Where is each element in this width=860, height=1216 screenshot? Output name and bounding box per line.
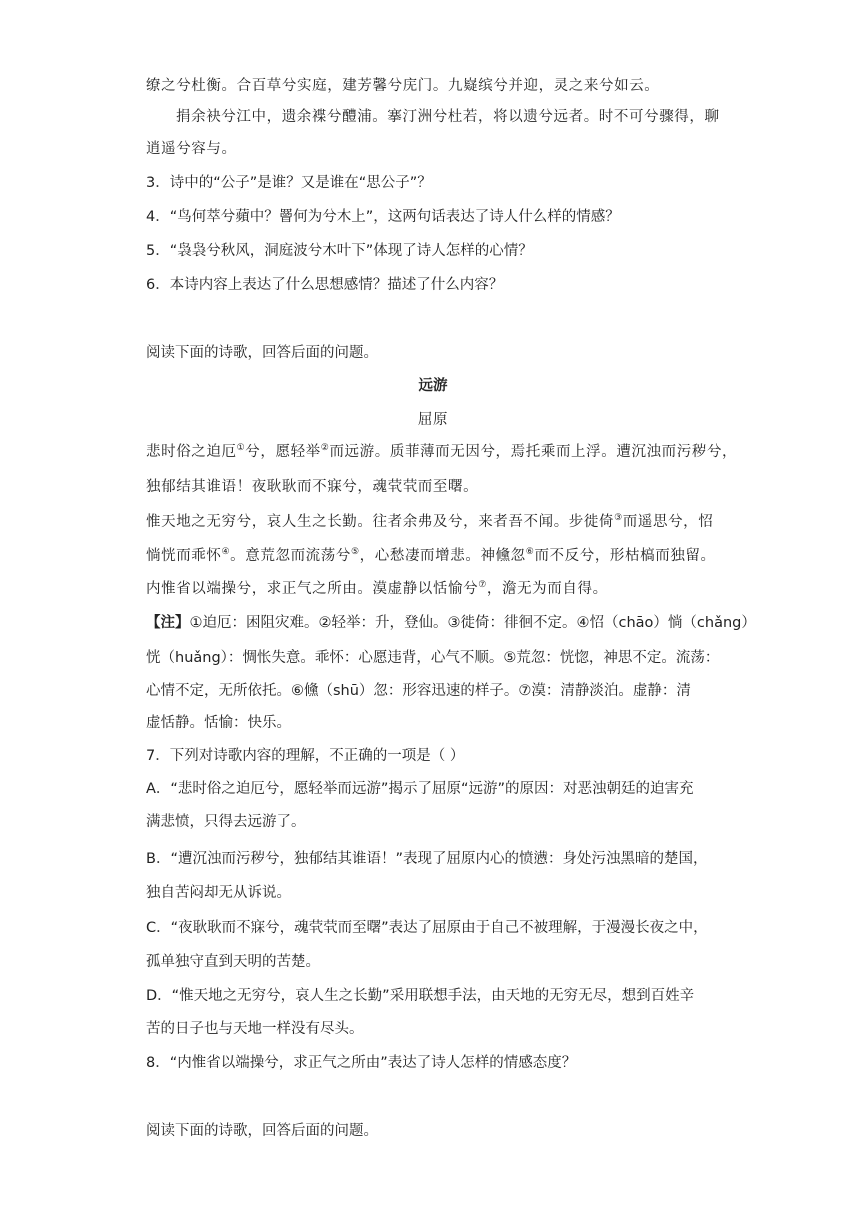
footnote-ref: ④ bbox=[221, 547, 231, 558]
footnote-ref: ③ bbox=[614, 513, 623, 524]
question-text: “袅袅兮秋风，洞庭波兮木叶下”体现了诗人怎样的心情？ bbox=[169, 243, 533, 259]
option-c-line1: C．“夜耿耿而不寐兮，魂茕茕而至曙”表达了屈原由于自己不被理解，于漫漫长夜之中， bbox=[146, 920, 708, 936]
question-3 bbox=[146, 173, 432, 193]
poem-text: 惝恍而乖怀 bbox=[146, 548, 222, 564]
footnote-ref: ① bbox=[236, 443, 246, 454]
poem2-line3 bbox=[146, 512, 713, 532]
notes-text: ①迫厄：困阻灾难。②轻举：升，登仙。③徙倚：徘徊不定。④怊（chāo）惝（chǎng） bbox=[189, 615, 756, 631]
option-c-line2: 孤单独守直到天明的苦楚。 bbox=[146, 954, 320, 970]
poem2-line2: 独郁结其谁语！夜耿耿而不寐兮，魂茕茕而至曙。 bbox=[146, 479, 479, 495]
poem1-line3: 逍遥兮容与。 bbox=[146, 141, 237, 157]
question-text: 本诗内容上表达了什么思想感情？描述了什么内容？ bbox=[169, 277, 504, 293]
poem1-line2: 捐余袂兮江中，遗余褋兮醴浦。搴汀洲兮杜若，将以遗兮远者。时不可兮骤得，聊 bbox=[176, 109, 720, 125]
option-b-line1: B．“遭沉浊而污秽兮，独郁结其谁语！”表现了屈原内心的愤懑：身处污浊黑暗的楚国， bbox=[146, 851, 708, 867]
question-number: 3． bbox=[146, 175, 170, 191]
footnote-ref: ⑥ bbox=[525, 547, 535, 558]
notes-label: 【注】 bbox=[146, 615, 190, 631]
poem1-line1: 缭之兮杜衡。合百草兮实庭，建芳馨兮庑门。九嶷缤兮并迎，灵之来兮如云。 bbox=[146, 78, 660, 94]
reading-instruction-2: 阅读下面的诗歌，回答后面的问题。 bbox=[146, 1123, 378, 1139]
poem-text: 悲时俗之迫厄 bbox=[146, 444, 237, 460]
poem-text: 而不反兮，形枯槁而独留。 bbox=[534, 548, 716, 564]
option-b-line2: 独自苦闷却无从诉说。 bbox=[146, 885, 291, 901]
poem2-line1 bbox=[146, 442, 737, 462]
question-number: 5． bbox=[146, 243, 170, 259]
notes-line1 bbox=[146, 613, 756, 633]
option-a-line1: A．“悲时俗之迫厄兮，愿轻举而远游”揭示了屈原“远游”的原因：对恶浊朝廷的迫害充 bbox=[146, 781, 694, 797]
poem-text: 兮，愿轻举 bbox=[245, 444, 321, 460]
footnote-ref: ⑤ bbox=[350, 547, 360, 558]
question-number: 6． bbox=[146, 277, 170, 293]
question-4 bbox=[146, 207, 620, 227]
poem-text: ，澹无为而自得。 bbox=[486, 581, 608, 597]
poem-text: 惟天地之无穷兮，哀人生之长勤。往者余弗及兮，来者吾不闻。步徙倚 bbox=[146, 514, 615, 530]
poem-author: 屈原 bbox=[417, 412, 449, 428]
question-5 bbox=[146, 241, 533, 261]
notes-line3: 心情不定，无所依托。⑥儵（shū）忽：形容迅速的样子。⑦漠：清静淡泊。虚静：清 bbox=[146, 683, 691, 699]
poem-text: 而遥思兮，怊 bbox=[622, 514, 714, 530]
poem2-line5 bbox=[146, 579, 608, 599]
question-text: “鸟何萃兮蘋中？罾何为兮木上”，这两句话表达了诗人什么样的情感？ bbox=[169, 209, 620, 225]
question-8: 8．“内惟省以端操兮，求正气之所由”表达了诗人怎样的情感态度？ bbox=[146, 1055, 577, 1071]
poem-text: 。意荒忽而流荡兮 bbox=[230, 548, 351, 564]
footnote-ref: ② bbox=[320, 443, 330, 454]
question-7-stem: 7．下列对诗歌内容的理解，不正确的一项是（ ） bbox=[146, 748, 465, 764]
option-a-line2: 满悲愤，只得去远游了。 bbox=[146, 814, 306, 830]
footnote-ref: ⑦ bbox=[478, 580, 487, 591]
poem2-line4 bbox=[146, 546, 716, 566]
option-d-line2: 苦的日子也与天地一样没有尽头。 bbox=[146, 1021, 364, 1037]
question-number: 4． bbox=[146, 209, 170, 225]
reading-instruction: 阅读下面的诗歌，回答后面的问题。 bbox=[146, 345, 378, 361]
poem-title: 远游 bbox=[418, 378, 448, 394]
poem-text: ，心愁凄而增悲。神儵忽 bbox=[359, 548, 526, 564]
option-d-line1: D．“惟天地之无穷兮，哀人生之长勤”采用联想手法，由天地的无穷无尽，想到百姓辛 bbox=[146, 988, 695, 1004]
poem-text: 内惟省以端操兮，求正气之所由。漠虚静以恬愉兮 bbox=[146, 581, 479, 597]
question-6 bbox=[146, 275, 503, 295]
poem-text: 而远游。质菲薄而无因兮，焉托乘而上浮。遭沉浊而污秽兮， bbox=[329, 444, 738, 460]
notes-line4: 虚恬静。恬愉：快乐。 bbox=[146, 715, 291, 731]
notes-line2: 恍（huǎng）：惆怅失意。乖怀：心愿违背，心气不顺。⑤荒忽：恍惚，神思不定。流荡： bbox=[146, 650, 720, 666]
question-text: 诗中的“公子”是谁？又是谁在“思公子”？ bbox=[169, 175, 432, 191]
